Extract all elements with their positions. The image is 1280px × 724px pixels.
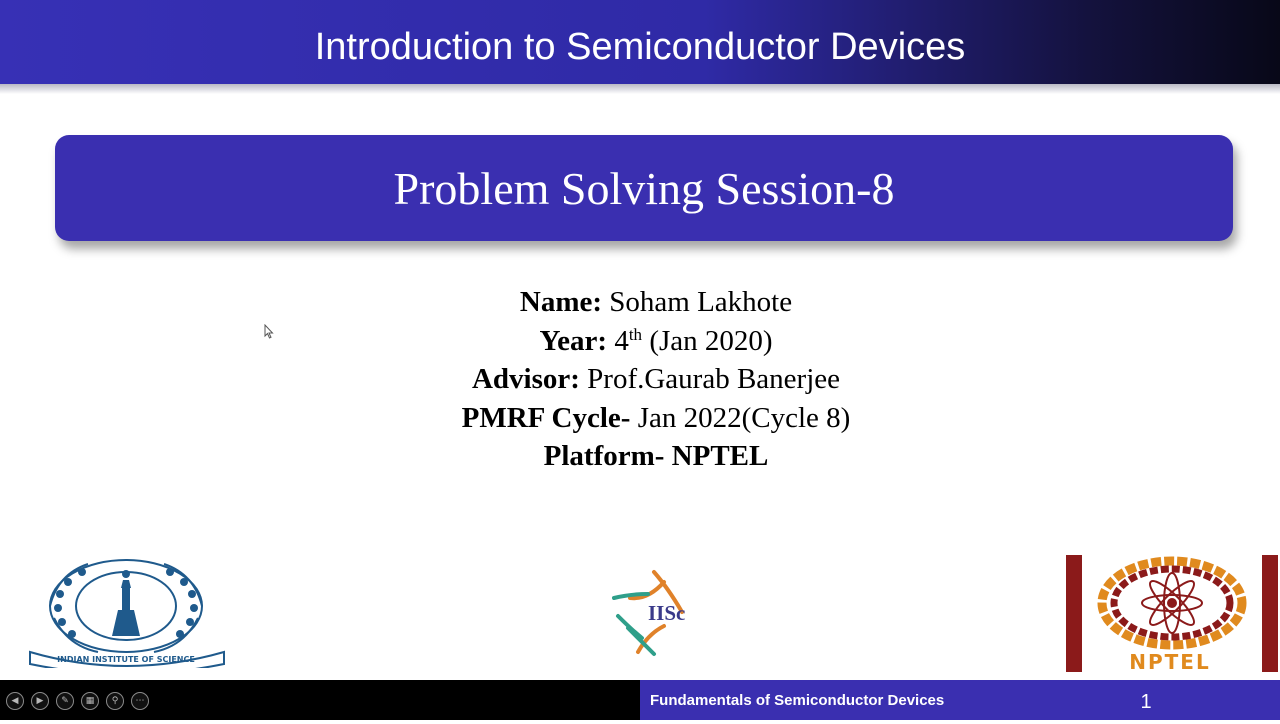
presenter-info	[340, 283, 972, 476]
pmrf-label: PMRF Cycle-	[461, 401, 631, 434]
previous-slide-icon[interactable]: ◀	[6, 692, 24, 710]
iisc-mark-logo	[608, 568, 704, 658]
slide-number: 1	[1140, 691, 1152, 713]
year-number: 4	[614, 324, 629, 357]
year-label: Year:	[539, 324, 608, 357]
name-label: Name:	[519, 286, 603, 318]
iisc-mark-text: IISc	[648, 601, 686, 625]
nptel-emblem-icon	[1064, 545, 1280, 678]
advisor-value: Prof.Gaurab Banerjee	[587, 363, 841, 395]
more-options-icon[interactable]: ⋯	[131, 692, 149, 710]
footer-title: Fundamentals of Semiconductor Devices	[650, 692, 945, 709]
year-suffix: th	[628, 324, 643, 344]
platform-line	[340, 437, 972, 476]
pen-icon[interactable]: ✎	[56, 692, 74, 710]
pmrf-value: Jan 2022(Cycle 8)	[637, 401, 851, 434]
session-title-box	[55, 135, 1233, 241]
platform-label: Platform- NPTEL	[543, 440, 769, 472]
nptel-logo	[1064, 545, 1280, 678]
iisc-seal-logo	[28, 556, 228, 668]
year-rest: (Jan 2020)	[649, 324, 773, 357]
advisor-label: Advisor:	[471, 363, 580, 395]
year-line	[340, 322, 972, 361]
pmrf-line	[340, 399, 972, 438]
mouse-cursor-icon	[264, 324, 274, 340]
session-title: Problem Solving Session-8	[393, 162, 895, 214]
next-slide-icon[interactable]: ▶	[31, 692, 49, 710]
banner-shadow	[0, 84, 1280, 94]
iisc-seal-text: INDIAN INSTITUTE OF SCIENCE	[57, 655, 195, 664]
zoom-icon[interactable]: ⚲	[106, 692, 124, 710]
slideshow-controls	[6, 692, 149, 710]
course-title: Introduction to Semiconductor Devices	[314, 26, 966, 68]
advisor-line	[340, 360, 972, 399]
nptel-text: NPTEL	[1129, 650, 1211, 674]
name-value: Soham Lakhote	[609, 286, 793, 318]
name-line	[340, 283, 972, 322]
all-slides-icon[interactable]: ▦	[81, 692, 99, 710]
